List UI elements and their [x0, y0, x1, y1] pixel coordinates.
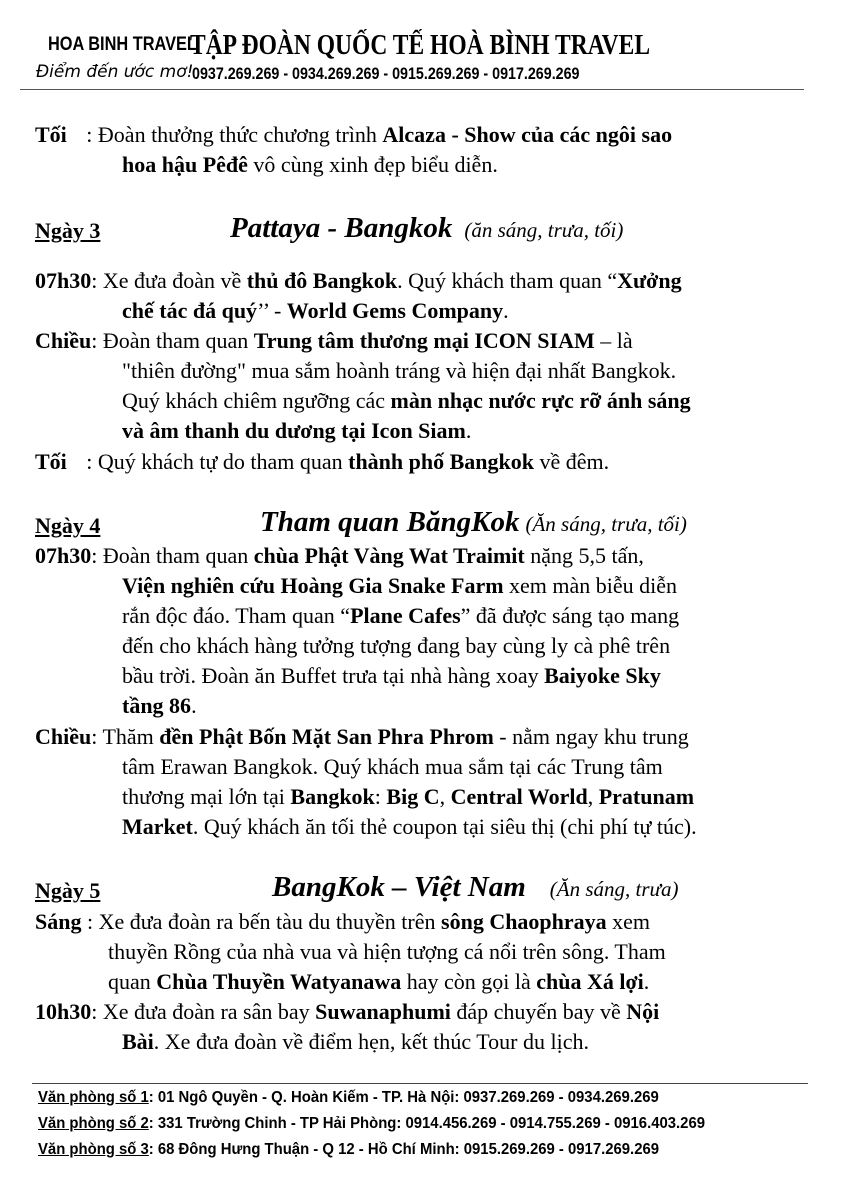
text: vô cùng xinh đẹp biểu diễn. — [247, 152, 498, 177]
highlight: Nội — [626, 999, 660, 1024]
day-4-label: Ngày 4 — [35, 513, 101, 538]
day-5-entry-1-line-1 — [35, 907, 650, 937]
text: - nằm ngay khu trung — [493, 724, 689, 749]
highlight: màn nhạc nước rực rỡ ánh sáng — [390, 388, 691, 413]
entry-time-label: 07h30 — [35, 268, 92, 293]
day-4-entry-1-line-5 — [122, 661, 661, 691]
day-3-entry-3-line-1 — [35, 447, 609, 477]
office-name: Văn phòng số 1 — [38, 1089, 149, 1106]
text: : — [374, 784, 387, 809]
text: đáp chuyến bay về — [450, 999, 627, 1024]
office-detail: : 01 Ngô Quyền - Q. Hoàn Kiếm - TP. Hà Nội: 0937.269.269 - 0934.269.269 — [148, 1089, 659, 1106]
day-4-entry-1-line-3 — [122, 601, 679, 631]
day-5-label: Ngày 5 — [35, 878, 101, 903]
entry-time-label: 10h30 — [35, 999, 92, 1024]
highlight: Viện nghiên cứu Hoàng Gia Snake Farm — [122, 573, 504, 598]
highlight: World Gems Company — [286, 298, 504, 323]
day-title-text: Pattaya - Bangkok — [230, 212, 453, 244]
text: bầu trời. Đoàn ăn Buffet trưa tại nhà hàng xoay — [122, 663, 545, 688]
text: . Quý khách ăn tối thẻ coupon tại siêu thị (chi phí tự túc). — [192, 814, 697, 839]
entry-time-label: Sáng — [35, 909, 82, 934]
highlight: Market — [122, 814, 193, 839]
day-4-entry-1-line-6 — [122, 691, 197, 721]
day-5-entry-2-line-1 — [35, 997, 659, 1027]
entry-time-label: Tối — [35, 449, 67, 474]
day-3-entry-1-line-2 — [122, 296, 509, 326]
highlight: Suwanaphumi — [315, 999, 451, 1024]
highlight: tầng 86 — [122, 693, 192, 718]
highlight: hoa hậu Pêđê — [122, 152, 248, 177]
text: : Quý khách tự do tham quan — [80, 449, 349, 474]
highlight: Bài — [122, 1029, 154, 1054]
brand-slogan: Điểm đến ước mơ! — [36, 62, 194, 82]
text: , — [439, 784, 451, 809]
day-4-entry-2-line-2: tâm Erawan Bangkok. Quý khách mua sắm tại các Trung tâm — [122, 754, 663, 779]
highlight: Baiyoke Sky — [544, 663, 661, 688]
text: . — [643, 969, 650, 994]
day-meals: (ăn sáng, trưa, tối) — [464, 218, 624, 242]
day-4-entry-1-line-4: đến cho khách hàng tưởng tượng đang bay cùng ly cà phê trên — [122, 633, 671, 658]
highlight: và âm thanh du dương tại Icon Siam — [122, 418, 466, 443]
office-name: Văn phòng số 3 — [38, 1141, 149, 1158]
text: thương mại lớn tại — [122, 784, 291, 809]
text: nặng 5,5 tấn, — [524, 543, 644, 568]
day-4-title — [260, 506, 687, 539]
corporation-title: TẬP ĐOÀN QUỐC TẾ HOÀ BÌNH TRAVEL — [190, 30, 651, 61]
day-3-title — [230, 212, 623, 245]
text: Đoàn thưởng thức chương trình — [97, 122, 383, 147]
day-5-entry-1-line-3 — [108, 967, 649, 997]
brand-name: HOA BINH TRAVEL — [48, 34, 197, 55]
intro-line-1 — [35, 120, 808, 150]
text: . Xe đưa đoàn về điểm hẹn, kết thúc Tour du lịch. — [153, 1029, 589, 1054]
text: : Thăm — [91, 724, 160, 749]
day-5-entry-2-line-2 — [122, 1027, 589, 1057]
highlight: Xưởng — [617, 268, 682, 293]
highlight: chùa Phật Vàng Wat Traimit — [253, 543, 525, 568]
day-5-entry-1-line-2: thuyền Rồng của nhà vua và hiện tượng cá nổi trên sông. Tham — [108, 939, 666, 964]
text: rắn độc đáo. Tham quan “ — [122, 603, 351, 628]
highlight: Bangkok — [290, 784, 375, 809]
highlight: chùa Xá lợi — [536, 969, 644, 994]
header-divider-full — [20, 89, 804, 90]
text: : Xe đưa đoàn ra sân bay — [91, 999, 316, 1024]
office-name: Văn phòng số 2 — [38, 1115, 149, 1132]
highlight: Trung tâm thương mại ICON SIAM — [253, 328, 595, 353]
entry-time-label: 07h30 — [35, 543, 92, 568]
day-meals: (Ăn sáng, trưa) — [549, 877, 679, 901]
day-3-entry-2-line-2: "thiên đường" mua sắm hoành tráng và hiện đại nhất Bangkok. — [122, 358, 677, 383]
office-1 — [38, 1089, 659, 1107]
day-3-entry-2-line-1 — [35, 326, 633, 356]
day-title-text: BangKok – Việt Nam — [272, 871, 526, 903]
day-3-entry-2-line-4 — [122, 416, 471, 446]
text: . — [191, 693, 197, 718]
intro-line-2 — [122, 150, 498, 180]
text: . Quý khách tham quan “ — [397, 268, 618, 293]
day-4-entry-1-line-2 — [122, 571, 677, 601]
text: : Đoàn tham quan — [91, 328, 254, 353]
header-phones: 0937.269.269 - 0934.269.269 - 0915.269.269 - 0917.269.269 — [192, 64, 580, 83]
text: quan — [108, 969, 157, 994]
text: ” đã được sáng tạo mang — [460, 603, 680, 628]
day-title-text: Tham quan BăngKok — [260, 506, 520, 538]
day-5-title — [272, 871, 679, 904]
day-3-label: Ngày 3 — [35, 218, 101, 243]
text: : Xe đưa đoàn ra bến tàu du thuyền trên — [81, 909, 442, 934]
highlight: Big C — [386, 784, 440, 809]
highlight: Central World — [450, 784, 588, 809]
day-meals: (Ăn sáng, trưa, tối) — [525, 512, 687, 536]
highlight: Alcaza - Show của các ngôi sao — [382, 122, 673, 147]
text: về đêm. — [534, 449, 610, 474]
highlight: thủ đô Bangkok — [246, 268, 398, 293]
highlight: Plane Cafes — [350, 603, 461, 628]
highlight: sông Chaophraya — [441, 909, 607, 934]
day-3-entry-1-line-1 — [35, 266, 682, 296]
text: hay còn gọi là — [401, 969, 537, 994]
highlight: Pratunam — [598, 784, 695, 809]
text: ’’ - — [257, 298, 287, 323]
text: . — [465, 418, 472, 443]
office-detail: : 68 Đông Hưng Thuận - Q 12 - Hồ Chí Minh: 0915.269.269 - 0917.269.269 — [148, 1141, 660, 1158]
text: , — [587, 784, 599, 809]
footer-divider — [32, 1083, 808, 1084]
text: : Xe đưa đoàn về — [91, 268, 247, 293]
text: xem — [606, 909, 651, 934]
highlight: Chùa Thuyền Watyanawa — [156, 969, 402, 994]
office-detail: : 331 Trường Chinh - TP Hải Phòng: 0914.456.269 - 0914.755.269 - 0916.403.269 — [148, 1115, 705, 1132]
label-separator: : — [80, 122, 98, 147]
day-4-entry-2-line-3 — [122, 782, 694, 812]
text: Quý khách chiêm ngưỡng các — [122, 388, 391, 413]
text: – là — [594, 328, 633, 353]
highlight: thành phố Bangkok — [348, 449, 535, 474]
highlight: đền Phật Bốn Mặt San Phra Phrom — [159, 724, 494, 749]
office-2 — [38, 1115, 705, 1133]
entry-time-label: Chiều — [35, 724, 92, 749]
text: . — [503, 298, 509, 323]
text: : Đoàn tham quan — [91, 543, 254, 568]
text: xem màn biễu diễn — [503, 573, 678, 598]
entry-time-label: Tối — [35, 122, 67, 147]
day-4-entry-1-line-1 — [35, 541, 644, 571]
highlight: chế tác đá quý — [122, 298, 258, 323]
day-4-entry-2-line-1 — [35, 722, 689, 752]
entry-time-label: Chiều — [35, 328, 92, 353]
office-3 — [38, 1141, 659, 1159]
day-4-entry-2-line-4 — [122, 812, 697, 842]
day-3-entry-2-line-3 — [122, 386, 691, 416]
